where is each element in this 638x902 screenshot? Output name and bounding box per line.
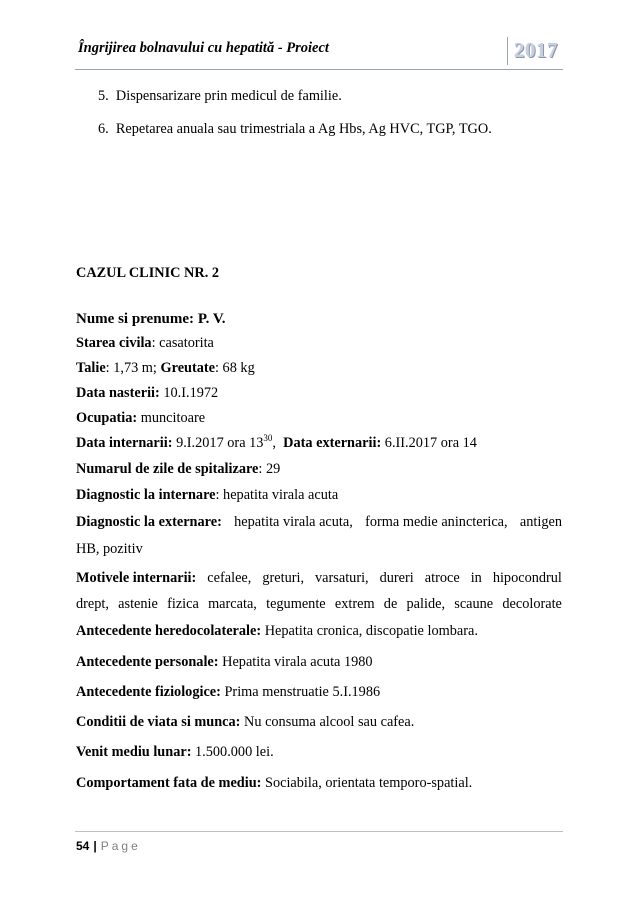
list-item-number: 5. [98,88,109,104]
field-value-part: decolorate [502,596,562,612]
page-footer [76,839,141,853]
field-monthly-income [76,744,274,761]
field-marital-status [76,335,214,352]
field-hereditary-history [76,623,478,640]
field-label: Numarul de zile de spitalizare [76,461,259,477]
field-label: Greutate [160,360,216,376]
field-value: Hepatita cronica, discopatie lombara. [264,623,478,639]
field-diagnosis-admission [76,487,338,504]
field-value-part: dureri [379,570,414,586]
field-value: : 29 [258,461,281,477]
list-item-number: 6. [98,121,109,137]
field-value-part: scaune [454,596,494,612]
footer-divider [75,831,563,832]
field-value-part: greturi, [262,570,305,586]
list-item-text: Repetarea anuala sau trimestriala a Ag Hbs, Ag HVC, TGP, TGO. [115,121,492,137]
field-admission-reasons-cont [76,596,562,613]
header-divider [75,69,563,70]
document-title: Îngrijirea bolnavului cu hepatită - Proiect [78,40,329,56]
field-value-part: in [470,570,482,586]
field-behavior [76,775,472,792]
page-number: 54 [76,839,90,853]
field-birth-date [76,385,218,402]
field-diagnosis-discharge [76,514,562,531]
field-name [76,311,225,328]
field-value: : hepatita virala acuta [215,487,339,503]
document-year: 2017 [514,38,558,62]
field-occupation [76,410,205,427]
field-value-part: cefalee, [207,570,252,586]
field-label: Comportament fata de mediu: [76,775,262,791]
footer-separator: | [93,839,97,853]
field-label: Talie [76,360,106,376]
page-label: Page [100,839,141,853]
field-label: Antecedente fiziologice: [76,684,221,700]
field-label: Data externarii: [283,435,382,451]
field-value: Hepatita virala acuta 1980 [222,654,373,670]
field-admission-reasons [76,570,562,587]
field-value: Sociabila, orientata temporo-spatial. [265,775,473,791]
field-label: Venit mediu lunar: [76,744,192,760]
list-item [98,88,342,105]
field-value-part: hipocondrul [492,570,562,586]
field-separator: , [272,435,276,451]
field-label: Motivele internarii: [76,570,197,586]
field-value-superscript: 30 [263,433,273,444]
field-value-part: extrem [334,596,375,612]
field-value-part: antigen [519,514,562,530]
field-value-part: hepatita virala acuta, [234,514,353,530]
field-value-part: palide, [406,596,446,612]
field-value: : 1,73 m; [105,360,157,376]
field-label: Ocupatia: [76,410,138,426]
field-value-part: marcata, [208,596,257,612]
field-value: 1.500.000 lei. [195,744,274,760]
field-value: 6.II.2017 ora 14 [384,435,477,451]
field-value-part: varsaturi, [315,570,369,586]
field-label: Nume si prenume: [76,311,195,327]
field-value-part: drept, [76,596,109,612]
field-value: muncitoare [140,410,206,426]
field-value: Prima menstruatie 5.I.1986 [224,684,381,700]
field-value-part: de [383,596,398,612]
field-label: Antecedente heredocolaterale: [76,623,262,639]
case-heading: CAZUL CLINIC NR. 2 [76,265,219,281]
field-value: Nu consuma alcool sau cafea. [244,714,415,730]
field-value-part: astenie [118,596,158,612]
field-value: : 68 kg [215,360,255,376]
field-value-part: forma medie anincterica, [365,514,508,530]
field-hospital-days [76,461,280,478]
field-personal-history [76,654,373,671]
field-label: Antecedente personale: [76,654,219,670]
field-living-conditions [76,714,414,731]
field-dates [76,435,477,452]
field-label: Data internarii: [76,435,173,451]
field-label: Data nasterii: [76,385,160,401]
field-height-weight [76,360,255,377]
field-value-part: tegumente [266,596,326,612]
field-value-part: atroce [424,570,460,586]
list-item-text: Dispensarizare prin medicul de familie. [115,88,342,104]
field-diagnosis-discharge-cont: HB, pozitiv [76,541,143,557]
field-value: P. V. [197,311,226,327]
field-value-part: fizica [167,596,199,612]
field-value: 10.I.1972 [163,385,219,401]
field-label: Conditii de viata si munca: [76,714,241,730]
field-value: : casatorita [151,335,214,351]
field-physiological-history [76,684,380,701]
field-label: Diagnostic la externare: [76,514,222,530]
field-value: 9.I.2017 ora 13 [176,435,264,451]
field-label: Starea civila [76,335,152,351]
field-label: Diagnostic la internare [76,487,216,503]
list-item [98,121,492,138]
